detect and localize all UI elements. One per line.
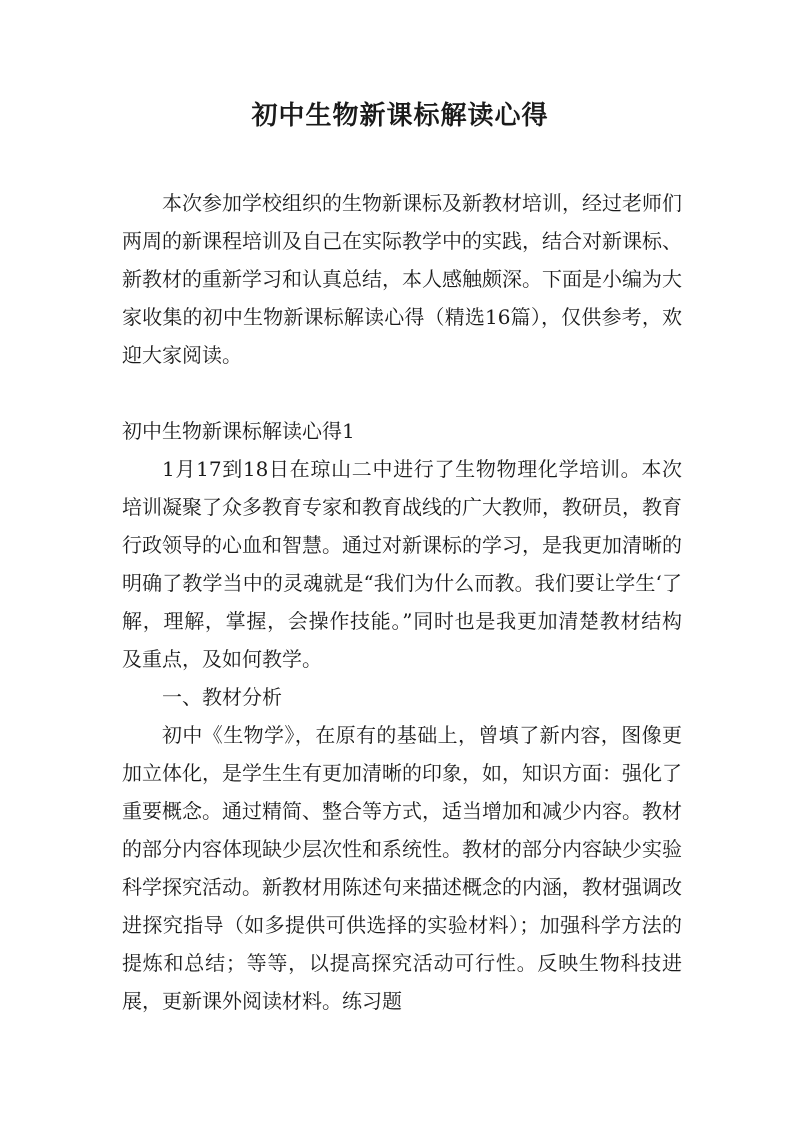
paragraph-gap — [122, 374, 682, 412]
document-body — [122, 184, 682, 1020]
document-title: 初中生物新课标解读心得 — [251, 101, 549, 131]
section-paragraph-2: 初中《生物学》，在原有的基础上，曾填了新内容，图像更加立体化，是学生生有更加清晰的印象，如，知识方面：强化了重要概念。通过精简、整合等方式，适当增加和减少内容。教材的部分内容体现缺少层次性和系统性。教材的部分内容缺少实验科学探究活动。新教材用陈述句来描述概念的内涵，教材强调改进探究指导（如多提供可供选择的实验材料）；加强科学方法的提炼和总结；等等，以提高探究活动可行性。反映生物科技进展，更新课外阅读材料。练习题 — [122, 723, 682, 1013]
intro-paragraph: 本次参加学校组织的生物新课标及新教材培训，经过老师们两周的新课程培训及自己在实际教学中的实践，结合对新课标、新教材的重新学习和认真总结，本人感触颇深。下面是小编为大家收集的初中生物新课标解读心得（精选16篇），仅供参考，欢迎大家阅读。 — [122, 191, 682, 367]
section-paragraph-1: 1月17到18日在琼山二中进行了生物物理化学培训。本次培训凝聚了众多教育专家和教育战线的广大教师，教研员，教育行政领导的心血和智慧。通过对新课标的学习，是我更加清晰的明确了教学当中的灵魂就是“我们为什么而教。我们要让学生‘了解，理解，掌握，会操作技能。”同时也是我更加清楚教材结构及重点，及如何教学。 — [122, 457, 682, 671]
subheading-teaching-materials: 一、教材分析 — [162, 685, 282, 709]
section-heading: 初中生物新课标解读心得1 — [122, 419, 355, 443]
